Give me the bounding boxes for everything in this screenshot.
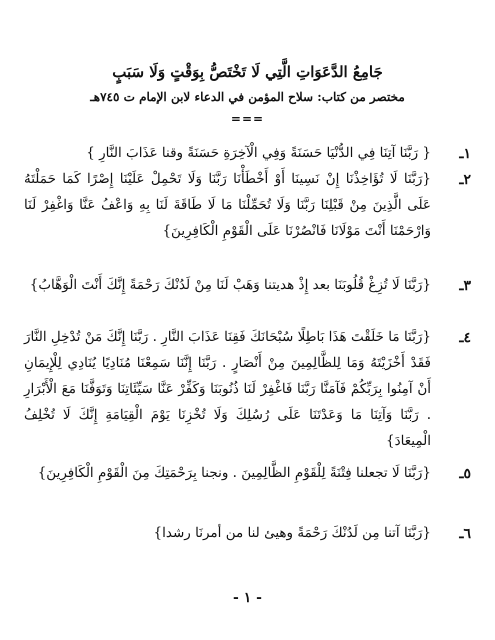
entry-text: {رَبَّنَا لَا تُؤَاخِذْنَا إِنْ نَسِينَا أَوْ أَخْطَأْنَا رَبَّنَا وَلَا تَحْمِلْ عَلَيْنَا إِصْرًا كَمَا حَمَلْتَهُ عَلَى الَّذِينَ مِنْ قَبْلِنَا رَبَّنَا وَلَا تُحَمِّلْنَا مَا لَا طَاقَةَ لَنَا بِهِ وَاعْفُ عَنَّا وَاغْفِرْ لَنَا وَارْحَمْنَا أَنْتَ مَوْلَانَا فَانْصُرْنَا عَلَى الْقَوْمِ الْكَافِرِينَ}	[24, 171, 431, 239]
dua-entry-1	[24, 140, 471, 168]
entry-number: ١ـ	[459, 146, 471, 162]
entry-number: ٦ـ	[459, 526, 471, 542]
entry-text: {رَبَّنَا آتنا مِن لَدُنْكَ رَحْمَةً وهيئ لنا من أمرنَا رشدا}	[153, 525, 431, 541]
entry-number: ٤ـ	[459, 330, 471, 346]
entry-text: { رَبَّنَا آتِنَا فِي الدُّنْيَا حَسَنَةً وَفِي الْآخِرَةِ حَسَنَةً وقنا عَذَابَ النَّارِ }	[86, 145, 431, 161]
dua-entry-5	[24, 460, 471, 516]
entry-text: {رَبَّنَا لَا تُزِغْ قُلُوبَنَا بعد إِذْ هديتنا وَهَبْ لَنَا مِنْ لَدُنْكَ رَحْمَةً إِنَّكَ أَنْتَ الْوَهَّابُ}	[29, 277, 431, 293]
section-separator: ===	[230, 112, 265, 126]
entry-number: ٣ـ	[459, 278, 471, 294]
entry-number: ٢ـ	[459, 172, 471, 188]
dua-entry-2	[24, 166, 471, 276]
dua-entry-4	[24, 324, 471, 460]
entry-text: {رَبَّنَا مَا خَلَقْتَ هَذَا بَاطِلًا سُبْحَانَكَ فَقِنَا عَذَابَ النَّارِ . رَبَّنَا إِنَّكَ مَنْ تُدْخِلِ النَّارَ فَقَدْ أَخْزَيْتَهُ وَمَا لِلظَّالِمِينَ مِنْ أَنْصَارٍ . رَبَّنَا إِنَّنَا سَمِعْنَا مُنَادِيًا يُنَادِي لِلْإِيمَانِ أَنْ آمِنُوا بِرَبِّكُمْ فَآمَنَّا رَبَّنَا فَاغْفِرْ لَنَا ذُنُوبَنَا وَكَفِّرْ عَنَّا سَيِّئَاتِنَا وَتَوَفَّنَا مَعَ الْأَبْرَارِ . رَبَّنَا وَآتِنَا مَا وَعَدْتَنَا عَلَى رُسُلِكَ وَلَا تُخْزِنَا يَوْمَ الْقِيَامَةِ إِنَّكَ لَا تُخْلِفُ الْمِيعَادَ}	[24, 329, 431, 449]
entry-text: {رَبَّنَا لَا تجعلنا فِتْنَةً لِلْقَوْمِ الظَّالِمِينَ . ونجنا بِرَحْمَتِكَ مِنَ الْقَوْمِ الْكَافِرِينَ}	[37, 465, 431, 481]
entry-number: ٥ـ	[459, 466, 471, 482]
document-title: جَامِعُ الدَّعَوَاتِ الَّتِي لَا تَخْتَصُّ بِوَقْتٍ وَلَا سَبَبٍ	[112, 63, 383, 81]
page-number: - ١ -	[233, 590, 262, 606]
dua-entry-3	[24, 272, 471, 328]
dua-entry-6	[24, 520, 471, 548]
document-subtitle: مختصر من كتاب: سلاح المؤمن في الدعاء لابن الإمام ت ٧٤٥هـ	[90, 90, 405, 104]
